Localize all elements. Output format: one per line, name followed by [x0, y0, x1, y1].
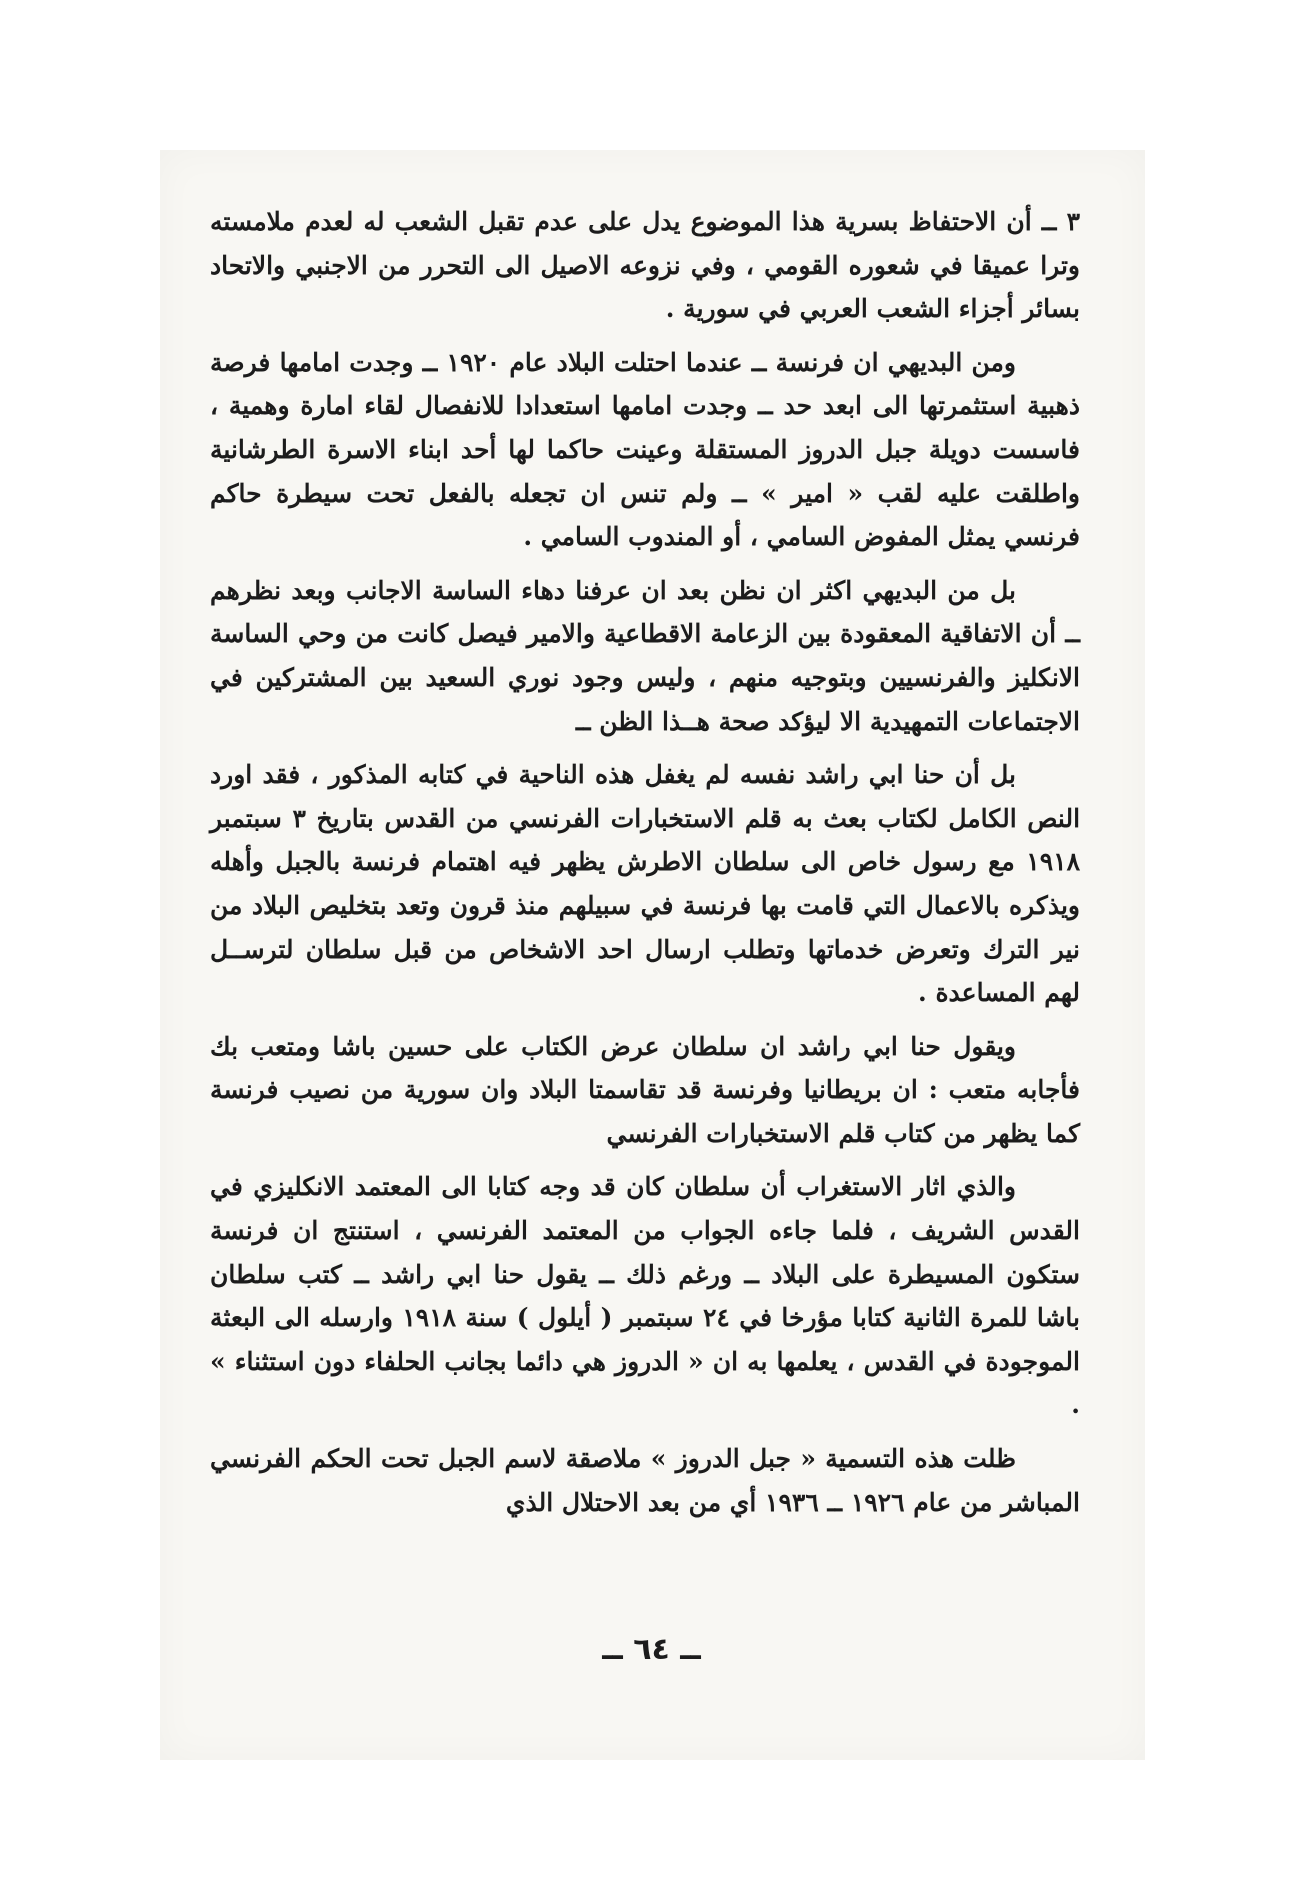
paragraph: ظلت هذه التسمية « جبل الدروز » ملاصقة لاسم الجبل تحت الحكم الفرنسي المباشر من عام ١٩٢٦ ــ ١٩٣٦ أي من بعد الاحتلال الذي	[210, 1444, 1080, 1517]
paragraph: ومن البديهي ان فرنسة ــ عندما احتلت البلاد عام ١٩٢٠ ــ وجدت امامها فرصة ذهبية استثمرتها الى ابعد حد ــ وجدت امامها استعدادا للانفصال لقاء امارة وهمية ، فاسست دويلة جبل الدروز المستقلة وعينت حاكما لها أحد ابناء الاسرة الطرشانية واطلقت عليه لقب « امير » ــ ولم تنس ان تجعله بالفعل تحت سيطرة حاكم فرنسي يمثل المفوض السامي ، أو المندوب السامي .	[210, 347, 1080, 552]
paragraph: بل من البديهي اكثر ان نظن بعد ان عرفنا دهاء الساسة الاجانب وبعد نظرهم ــ أن الاتفاقية المعقودة بين الزعامة الاقطاعية والامير فيصل كانت من وحي الساسة الانكليز والفرنسيين وبتوجيه منهم ، وليس وجود نوري السعيد بين المشتركين في الاجتماعات التمهيدية الا ليؤكد صحة هــذا الظن ــ	[210, 575, 1080, 736]
body-text	[210, 200, 1080, 1524]
paragraph: ٣ ــ أن الاحتفاظ بسرية هذا الموضوع يدل على عدم تقبل الشعب له لعدم ملامسته وترا عميقا في شعوره القومي ، وفي نزوعه الاصيل الى التحرر من الاجنبي والاتحاد بسائر أجزاء الشعب العربي في سورية .	[210, 207, 1080, 324]
paragraph: ويقول حنا ابي راشد ان سلطان عرض الكتاب على حسين باشا ومتعب بك فأجابه متعب : ان بريطانيا وفرنسة قد تقاسمتا البلاد وان سورية من نصيب فرنسة كما يظهر من كتاب قلم الاستخبارات الفرنسي	[210, 1031, 1080, 1148]
paragraph: بل أن حنا ابي راشد نفسه لم يغفل هذه الناحية في كتابه المذكور ، فقد اورد النص الكامل لكتاب بعث به قلم الاستخبارات الفرنسي من القدس بتاريخ ٣ سبتمبر ١٩١٨ مع رسول خاص الى سلطان الاطرش يظهر فيه اهتمام فرنسة بالجبل وأهله ويذكره بالاعمال التي قامت بها فرنسة في سبيلهم منذ قرون وتعد بتخليص البلاد من نير الترك وتعرض خدماتها وتطلب ارسال احد الاشخاص من قبل سلطان لترســل لهم المساعدة .	[210, 760, 1081, 1008]
paragraph: والذي اثار الاستغراب أن سلطان كان قد وجه كتابا الى المعتمد الانكليزي في القدس الشريف ، فلما جاءه الجواب من المعتمد الفرنسي ، استنتج ان فرنسة ستكون المسيطرة على البلاد ــ ورغم ذلك ــ يقول حنا ابي راشد ــ كتب سلطان باشا للمرة الثانية كتابا مؤرخا في ٢٤ سبتمبر ( أيلول ) سنة ١٩١٨ وارسله الى البعثة الموجودة في القدس ، يعلمها به ان « الدروز هي دائما بجانب الحلفاء دون استثناء » .	[210, 1172, 1081, 1420]
page-number: ــ ٦٤ ــ	[602, 1632, 701, 1667]
